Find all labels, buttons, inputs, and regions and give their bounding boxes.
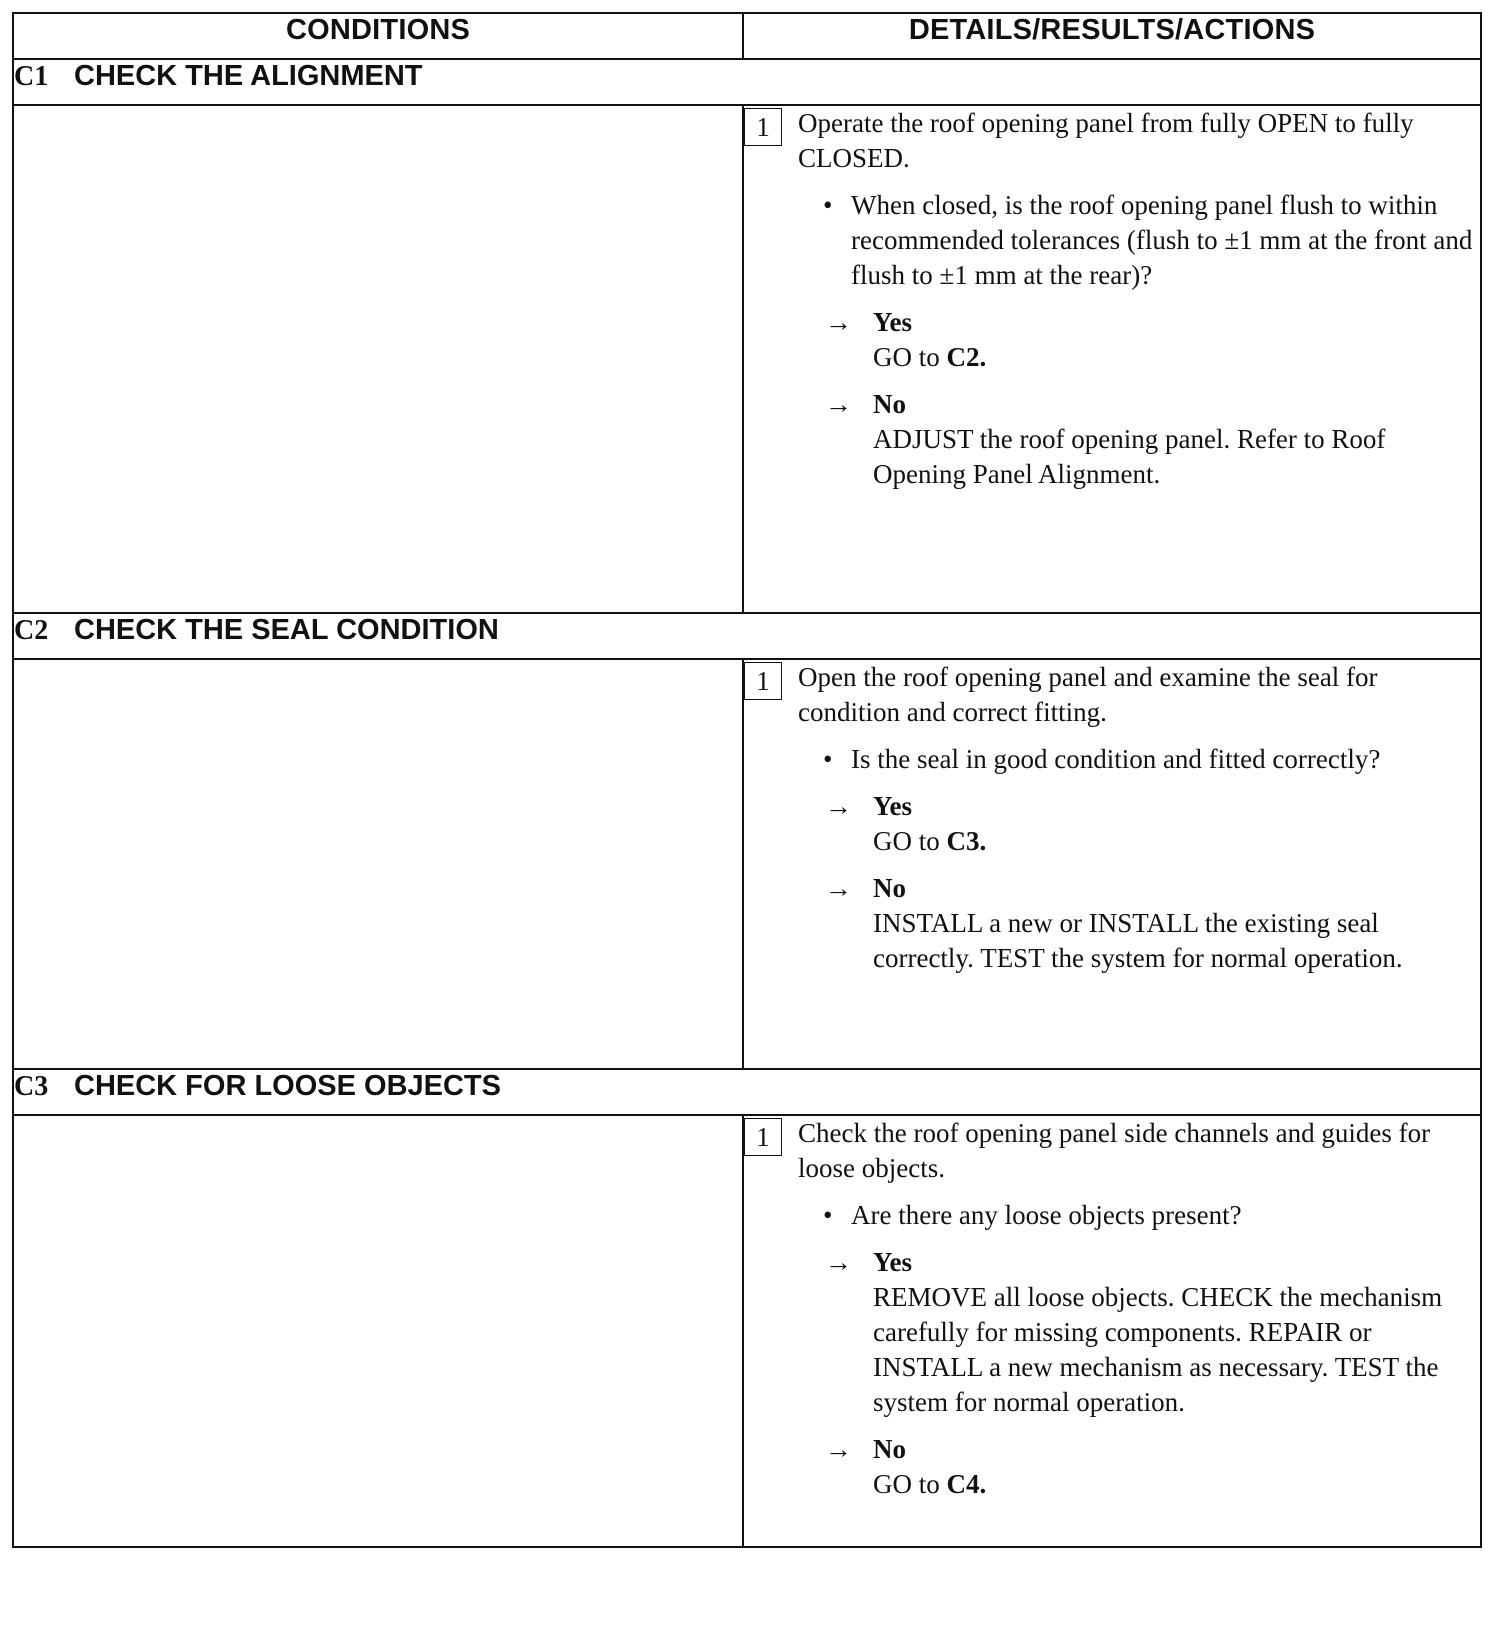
outcome-ref: C2. [946,342,987,372]
conditions-cell [13,105,743,613]
step [744,106,1480,492]
step-body [798,106,1480,492]
section-title: CHECK THE ALIGNMENT [74,60,423,92]
outcome-text: GO to [873,826,940,856]
bullet-icon: • [823,1200,833,1230]
right-arrow-icon: → [825,791,852,821]
outcome-ref: C4. [946,1469,987,1499]
step-instruction: Operate the roof opening panel from fully OPEN to fully CLOSED. [798,108,1414,173]
conditions-header: CONDITIONS [13,13,743,59]
section-header [13,1069,1481,1115]
outcome-yes [825,789,1480,859]
section-code: C3 [14,1071,49,1102]
section-code: C2 [14,615,49,646]
conditions-cell [13,659,743,1069]
outcome-label: No [873,873,906,903]
step-number-box: 1 [744,108,782,146]
details-header: DETAILS/RESULTS/ACTIONS [743,13,1481,59]
outcome-label: No [873,1434,906,1464]
outcome-text: ADJUST the roof opening panel. Refer to Roof Opening Panel Alignment. [873,424,1386,489]
section-header-row [13,1069,1481,1115]
conditions-cell [13,1115,743,1547]
section-body-row [13,105,1481,613]
section-header-row [13,613,1481,659]
section-title: CHECK THE SEAL CONDITION [74,614,499,646]
details-cell [743,105,1481,613]
step-number-box: 1 [744,1118,782,1156]
right-arrow-icon: → [825,873,852,903]
outcome-label: Yes [873,1247,912,1277]
step [744,660,1480,976]
step-body [798,660,1480,976]
outcome-yes [825,1245,1480,1420]
question-text: Are there any loose objects present? [851,1200,1242,1230]
section-title: CHECK FOR LOOSE OBJECTS [74,1070,501,1102]
step [744,1116,1480,1502]
right-arrow-icon: → [825,1434,852,1464]
question-item [823,1198,1480,1233]
section-header [13,59,1481,105]
section-code: C1 [14,61,49,92]
details-cell [743,1115,1481,1547]
bullet-icon: • [823,190,833,220]
step-instruction: Open the roof opening panel and examine the seal for condition and correct fitting. [798,662,1378,727]
section-body-row [13,659,1481,1069]
question-item [823,188,1480,293]
outcome-no [825,871,1480,976]
header-row [13,13,1481,59]
section-body-row [13,1115,1481,1547]
bullet-icon: • [823,744,833,774]
outcome-text: INSTALL a new or INSTALL the existing seal correctly. TEST the system for normal operation. [873,908,1403,973]
outcome-no [825,1432,1480,1502]
outcome-label: Yes [873,791,912,821]
section-header-row [13,59,1481,105]
right-arrow-icon: → [825,1247,852,1277]
outcome-text: GO to [873,342,940,372]
outcome-no [825,387,1480,492]
question-item [823,742,1480,777]
right-arrow-icon: → [825,389,852,419]
section-header [13,613,1481,659]
outcome-text: GO to [873,1469,940,1499]
outcome-text: REMOVE all loose objects. CHECK the mechanism carefully for missing components. REPAIR or INSTALL a new mechanism as necessary. TEST the system for normal operation. [873,1282,1443,1417]
question-text: Is the seal in good condition and fitted correctly? [851,744,1381,774]
step-instruction: Check the roof opening panel side channels and guides for loose objects. [798,1118,1431,1183]
question-text: When closed, is the roof opening panel flush to within recommended tolerances (flush to ±1 mm at the front and flush to ±1 mm at the rear)? [851,190,1473,290]
step-number-box: 1 [744,662,782,700]
outcome-ref: C3. [946,826,987,856]
outcome-label: Yes [873,307,912,337]
outcome-label: No [873,389,906,419]
diagnostic-table [12,12,1482,1548]
outcome-yes [825,305,1480,375]
right-arrow-icon: → [825,307,852,337]
details-cell [743,659,1481,1069]
step-body [798,1116,1480,1502]
diagnostic-page [12,12,1482,1548]
